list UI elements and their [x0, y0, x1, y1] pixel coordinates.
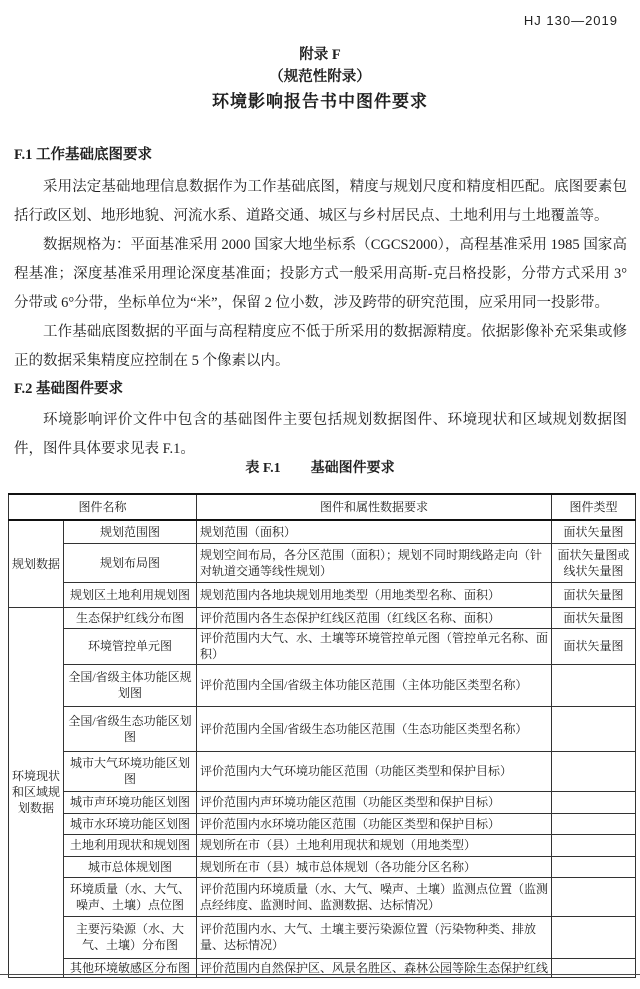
table-cell-type — [552, 856, 636, 877]
table-cell-type: 面状矢量图 — [552, 628, 636, 664]
table-cell-requirement: 规划范围内各地块规划用地类型（用地类型名称、面积） — [197, 582, 552, 607]
table-row — [9, 856, 636, 877]
table-cell-type — [552, 813, 636, 834]
table-cell-name: 环境管控单元图 — [64, 628, 197, 664]
table-row — [9, 520, 636, 543]
table-cell-name: 规划区土地利用规划图 — [64, 582, 197, 607]
table-row — [9, 916, 636, 958]
table-cell-requirement: 评价范围内大气环境功能区范围（功能区类型和保护目标） — [197, 751, 552, 791]
table-cell-requirement: 评价范围内各生态保护红线区范围（红线区名称、面积） — [197, 607, 552, 628]
table-cell-name: 全国/省级生态功能区划图 — [64, 706, 197, 751]
title-block — [0, 44, 640, 116]
table-row — [9, 664, 636, 706]
paragraph: 环境影响评价文件中包含的基础图件主要包括规划数据图件、环境现状和区域规划数据图件，图件具体要求见表 F.1。 — [14, 412, 627, 457]
table-cell-requirement: 评价范围内环境质量（水、大气、噪声、土壤）监测点位置（监测点经纬度、监测时间、监测数据、达标情况） — [197, 877, 552, 916]
page-bottom-cut-line — [0, 974, 640, 975]
table-cell-name: 城市总体规划图 — [64, 856, 197, 877]
section-heading-f2: F.2 基础图件要求 — [14, 381, 124, 397]
table-cell-name: 主要污染源（水、大气、土壤）分布图 — [64, 916, 197, 958]
table-cell-type — [552, 751, 636, 791]
table-cell-requirement: 评价范围内全国/省级主体功能区范围（主体功能区类型名称） — [197, 664, 552, 706]
table-cell-requirement: 评价范围内自然保护区、风景名胜区、森林公园等除生态保护红线 — [197, 958, 552, 977]
paragraph: 数据规格为：平面基准采用 2000 国家大地坐标系（CGCS2000），高程基准采用 1985 国家高程基准；深度基准采用理论深度基准面；投影方式一般采用高斯-克吕格投影，分带方式采用 3°分带或 6°分带，坐标单位为“米”，保留 2 位小数，涉及跨带的研究范围，应采用同一投影带。 — [14, 237, 627, 311]
table-row — [9, 607, 636, 628]
table-cell-requirement: 评价范围内水环境功能区范围（功能区类型和保护目标） — [197, 813, 552, 834]
table-row — [9, 834, 636, 856]
table-row — [9, 791, 636, 813]
table-row — [9, 877, 636, 916]
table-header-row — [9, 494, 636, 520]
table-row — [9, 543, 636, 582]
table-cell-type — [552, 664, 636, 706]
basic-figures-table — [8, 493, 636, 978]
header-cell-name: 图件名称 — [9, 494, 197, 520]
table-cell-requirement: 规划空间布局，各分区范围（面积）；规划不同时期线路走向（针对轨道交通等线性规划） — [197, 543, 552, 582]
table-cell-type: 面状矢量图或线状矢量图 — [552, 543, 636, 582]
table-cell-type — [552, 791, 636, 813]
header-cell-type: 图件类型 — [552, 494, 636, 520]
table-cell-name: 环境质量（水、大气、噪声、土壤）点位图 — [64, 877, 197, 916]
header-cell-requirement: 图件和属性数据要求 — [197, 494, 552, 520]
table-cell-group: 规划数据 — [9, 520, 64, 607]
page-title: 环境影响报告书中图件要求 — [212, 92, 428, 111]
table-cell-name: 其他环境敏感区分布图 — [64, 958, 197, 977]
table-cell-type: 面状矢量图 — [552, 520, 636, 543]
table-cell-name: 全国/省级主体功能区规划图 — [64, 664, 197, 706]
table-cell-name: 规划布局图 — [64, 543, 197, 582]
appendix-subtitle: （规范性附录） — [269, 69, 371, 85]
table-cell-type — [552, 834, 636, 856]
table-row — [9, 706, 636, 751]
section-f2-paragraphs — [14, 406, 627, 464]
table-row — [9, 628, 636, 664]
table-cell-requirement: 规划所在市（县）城市总体规划（各功能分区名称） — [197, 856, 552, 877]
table-cell-name: 规划范围图 — [64, 520, 197, 543]
table-cell-name: 城市水环境功能区划图 — [64, 813, 197, 834]
table-caption-title: 基础图件要求 — [310, 461, 395, 476]
table-cell-type — [552, 877, 636, 916]
appendix-title: 附录 F — [299, 47, 341, 63]
doc-number: HJ 130—2019 — [523, 13, 618, 28]
table-cell-requirement: 规划范围（面积） — [197, 520, 552, 543]
table-cell-name: 城市大气环境功能区划图 — [64, 751, 197, 791]
table-row — [9, 582, 636, 607]
table-cell-type — [552, 916, 636, 958]
table-cell-requirement: 评价范围内大气、水、土壤等环境管控单元图（管控单元名称、面积） — [197, 628, 552, 664]
table-cell-type — [552, 706, 636, 751]
table-row — [9, 813, 636, 834]
paragraph: 工作基础底图数据的平面与高程精度应不低于所采用的数据源精度。依据影像补充采集或修正的数据采集精度应控制在 5 个像素以内。 — [14, 324, 627, 369]
table-caption-label: 表 F.1 — [245, 461, 281, 476]
table-row — [9, 751, 636, 791]
table-cell-name: 生态保护红线分布图 — [64, 607, 197, 628]
table-cell-group: 环境现状和区域规划数据 — [9, 607, 64, 977]
table-cell-type: 面状矢量图 — [552, 607, 636, 628]
table-cell-name: 城市声环境功能区划图 — [64, 791, 197, 813]
table-caption — [0, 458, 640, 480]
table-cell-requirement: 评价范围内声环境功能区范围（功能区类型和保护目标） — [197, 791, 552, 813]
table-cell-requirement: 评价范围内水、大气、土壤主要污染源位置（污染物种类、排放量、达标情况） — [197, 916, 552, 958]
table-cell-type: 面状矢量图 — [552, 582, 636, 607]
paragraph: 采用法定基础地理信息数据作为工作基础底图，精度与规划尺度和精度相匹配。底图要素包括行政区划、地形地貌、河流水系、道路交通、城区与乡村居民点、土地利用与土地覆盖等。 — [14, 179, 627, 224]
table-cell-name: 土地利用现状和规划图 — [64, 834, 197, 856]
section-heading-f1: F.1 工作基础底图要求 — [14, 147, 153, 163]
table-cell-requirement: 评价范围内全国/省级生态功能区范围（生态功能区类型名称） — [197, 706, 552, 751]
section-f1-paragraphs — [14, 173, 627, 376]
table-cell-requirement: 规划所在市（县）土地利用现状和规划（用地类型） — [197, 834, 552, 856]
